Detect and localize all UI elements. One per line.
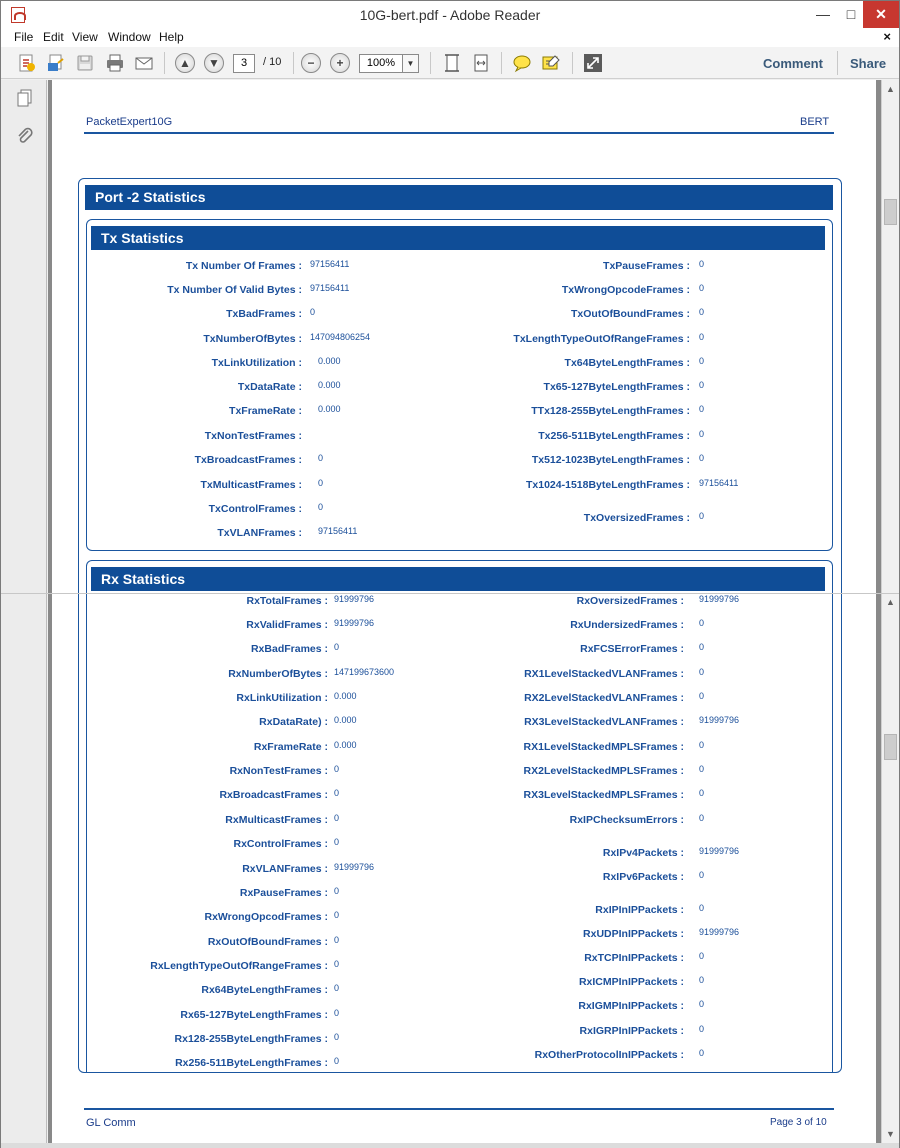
rx-stat-label: RxValidFrames : [246, 619, 328, 631]
rx-stat-value: 0 [334, 764, 340, 774]
tx-stat-value: 0 [310, 307, 316, 317]
rx-stat-row [52, 716, 872, 730]
rx-stat-value: 0 [334, 959, 340, 969]
rx-stat-label: RxMulticastFrames : [225, 814, 328, 826]
tx-stat-label: TxFrameRate : [229, 405, 302, 417]
tx-stat-label: TxDataRate : [237, 381, 302, 393]
rx-stat-label: RX2LevelStackedMPLSFrames : [523, 765, 684, 777]
tx-stat-row [52, 260, 872, 274]
pdf-page [52, 80, 876, 1143]
rx-stat-row [52, 619, 872, 633]
tx-stat-label: TxBroadcastFrames : [194, 454, 302, 466]
rx-stat-label: RxIPv6Packets : [602, 871, 684, 883]
tx-stat-value: 0.000 [318, 380, 341, 390]
page-header-left: PacketExpert10G [86, 116, 173, 128]
rx-stat-label: RxUndersizedFrames : [570, 619, 684, 631]
rx-stat-value: 0 [699, 642, 705, 652]
rx-stat-label: RX2LevelStackedVLANFrames : [524, 692, 684, 704]
rx-stat-label: RxBadFrames : [250, 643, 328, 655]
zoom-in-icon[interactable]: + [330, 53, 350, 73]
rx-stat-label: RxIPChecksumErrors : [569, 814, 684, 826]
rx-statistics-title: Rx Statistics [91, 567, 825, 591]
rx-stat-value: 0 [699, 667, 705, 677]
rx-stat-label: RX3LevelStackedMPLSFrames : [523, 789, 684, 801]
rx-stat-row [52, 1049, 872, 1063]
tx-stat-label: TxNumberOfBytes : [203, 333, 302, 345]
tx-stat-row [52, 333, 872, 347]
tx-stat-value: 0.000 [318, 356, 341, 366]
rx-stat-value: 0 [699, 691, 705, 701]
tx-stat-row [52, 430, 872, 444]
tx-stat-value: 97156411 [310, 259, 350, 269]
maximize-button[interactable]: □ [846, 6, 856, 22]
tx-stat-value: 0 [318, 453, 324, 463]
rx-stat-row [52, 887, 872, 901]
rx-stat-value: 0 [334, 886, 340, 896]
zoom-out-icon[interactable]: − [301, 53, 321, 73]
tx-stat-row [52, 284, 872, 298]
tx-stat-row [52, 479, 872, 493]
tx-stat-value: 0 [699, 332, 705, 342]
rx-stat-label: RxOutOfBoundFrames : [207, 936, 328, 948]
rx-stat-value: 0 [334, 642, 340, 652]
next-page-icon[interactable]: ▼ [204, 53, 224, 73]
rx-stat-label: Rx256-511ByteLengthFrames : [175, 1057, 328, 1069]
rx-stat-label: RX1LevelStackedMPLSFrames : [523, 741, 684, 753]
rx-stat-row [52, 904, 872, 918]
rx-stat-row [52, 789, 872, 803]
rx-stat-value: 91999796 [334, 862, 375, 872]
tx-stat-value: 0 [318, 478, 324, 488]
email-icon[interactable] [134, 53, 154, 73]
rx-stat-label: RxIGMPInIPPackets : [578, 1000, 684, 1012]
toolbar-separator [837, 51, 838, 75]
open-icon[interactable] [46, 53, 66, 73]
vertical-scrollbar-bottom[interactable] [881, 594, 899, 1143]
rx-stat-value: 0 [699, 1024, 705, 1034]
rx-stat-value: 0 [699, 788, 705, 798]
rx-stat-label: RxLengthTypeOutOfRangeFrames : [150, 960, 328, 972]
rx-stat-value: 0 [699, 951, 705, 961]
rx-stat-value: 0 [334, 910, 340, 920]
page-thumbnails-icon[interactable] [15, 88, 35, 108]
rx-stat-row [52, 595, 872, 609]
rx-stat-label: RxOtherProtocolInIPPackets : [534, 1049, 684, 1061]
rx-stat-value: 0 [334, 788, 340, 798]
tx-stat-value: 0 [699, 404, 705, 414]
scroll-thumb[interactable] [884, 734, 897, 760]
scroll-down-arrow[interactable]: ▼ [886, 1129, 895, 1139]
rx-stat-row [52, 692, 872, 706]
tx-stat-label: Tx Number Of Frames : [185, 260, 302, 272]
page-footer-right: Page 3 of 10 [770, 1117, 827, 1128]
minimize-button[interactable]: — [816, 6, 830, 22]
rx-stat-value: 0 [699, 999, 705, 1009]
rx-stat-row [52, 976, 872, 990]
rx-stat-value: 91999796 [699, 715, 740, 725]
rx-stat-value: 0 [334, 935, 340, 945]
create-pdf-icon[interactable] [17, 53, 37, 73]
tx-stat-label: TxOutOfBoundFrames : [570, 308, 690, 320]
menu-bar [1, 29, 899, 47]
rx-stat-label: RxFrameRate : [253, 741, 328, 753]
tx-stat-row [52, 357, 872, 371]
menu-window[interactable]: Window [108, 30, 151, 44]
header-rule [84, 132, 834, 134]
menu-help[interactable]: Help [159, 30, 184, 44]
rx-stat-row [52, 1025, 872, 1039]
tx-stat-value: 97156411 [310, 283, 350, 293]
rx-stat-label: RxTotalFrames : [246, 595, 328, 607]
rx-stat-label: RxOversizedFrames : [576, 595, 684, 607]
zoom-level-input[interactable]: 100% [359, 54, 403, 73]
scroll-up-arrow[interactable]: ▲ [886, 84, 895, 94]
page-total-label: / 10 [263, 56, 282, 68]
tx-stat-value: 0 [318, 502, 324, 512]
tx-stat-value: 0 [699, 307, 705, 317]
tx-stat-label: TxLengthTypeOutOfRangeFrames : [513, 333, 690, 345]
title-bar [1, 1, 899, 29]
tx-stat-value: 147094806254 [310, 332, 371, 342]
document-view[interactable] [48, 80, 881, 1143]
fit-page-icon[interactable] [442, 53, 462, 73]
rx-stat-value: 0.000 [334, 740, 357, 750]
rx-stat-value: 0 [699, 903, 705, 913]
rx-stat-row [52, 952, 872, 966]
tx-stat-label: TxVLANFrames : [217, 527, 302, 539]
tx-stat-label: TxWrongOpcodeFrames : [561, 284, 690, 296]
tx-stat-label: TxControlFrames : [208, 503, 302, 515]
navigation-pane [1, 80, 47, 1143]
fit-width-icon[interactable] [471, 53, 491, 73]
rx-stat-value: 0 [699, 740, 705, 750]
rx-stat-value: 0 [699, 1048, 705, 1058]
tx-stat-row [52, 512, 872, 526]
print-icon[interactable] [105, 53, 125, 73]
rx-stat-label: RX1LevelStackedVLANFrames : [524, 668, 684, 680]
rx-stat-label: RxICMPInIPPackets : [578, 976, 684, 988]
rx-stat-value: 0.000 [334, 715, 357, 725]
rx-stat-label: RxControlFrames : [233, 838, 328, 850]
rx-stat-row [52, 643, 872, 657]
tx-stat-label: TTx128-255ByteLengthFrames : [531, 405, 690, 417]
tx-stat-value: 0 [699, 453, 705, 463]
rx-stat-value: 0 [334, 1008, 340, 1018]
toolbar-separator [501, 52, 502, 74]
rx-stat-row [52, 668, 872, 682]
rx-stat-label: RxDataRate) : [259, 716, 328, 728]
comment-button[interactable]: Comment [763, 56, 823, 71]
rx-stat-row [52, 741, 872, 755]
tx-stat-value: 0 [699, 511, 705, 521]
split-view-divider[interactable] [1, 593, 899, 594]
rx-stat-value: 0 [334, 1056, 340, 1066]
menu-edit[interactable]: Edit [43, 30, 64, 44]
tx-stat-row [52, 405, 872, 419]
rx-stat-row [52, 871, 872, 885]
tx-stat-label: TxNonTestFrames : [204, 430, 302, 442]
toolbar-separator [430, 52, 431, 74]
rx-stat-value: 0 [699, 618, 705, 628]
toolbar-separator [164, 52, 165, 74]
toolbar [1, 47, 899, 79]
rx-stat-label: Rx64ByteLengthFrames : [201, 984, 328, 996]
page-header-right: BERT [800, 116, 830, 128]
rx-stat-row [52, 928, 872, 942]
tx-stat-value: 0 [699, 356, 705, 366]
rx-stat-label: Rx128-255ByteLengthFrames : [174, 1033, 328, 1045]
tx-stat-label: TxPauseFrames : [603, 260, 690, 272]
rx-stat-row [52, 765, 872, 779]
window-title: 10G-bert.pdf - Adobe Reader [359, 7, 541, 23]
tx-stat-label: TxOversizedFrames : [583, 512, 690, 524]
tx-stat-label: Tx512-1023ByteLengthFrames : [531, 454, 690, 466]
tx-stat-label: TxLinkUtilization : [211, 357, 302, 369]
tx-stat-label: Tx Number Of Valid Bytes : [167, 284, 302, 296]
port-statistics-title: Port -2 Statistics [85, 185, 833, 210]
close-document-button[interactable]: × [883, 29, 891, 44]
rx-stat-value: 91999796 [699, 846, 740, 856]
tx-stat-value: 97156411 [699, 478, 739, 488]
sticky-note-icon[interactable] [512, 53, 532, 73]
rx-stat-value: 0 [699, 813, 705, 823]
rx-stat-label: RxPauseFrames : [239, 887, 328, 899]
tx-stat-value: 0 [699, 380, 705, 390]
rx-stat-value: 147199673600 [334, 667, 395, 677]
tx-stat-row [52, 527, 872, 541]
tx-stat-label: Tx256-511ByteLengthFrames : [538, 430, 690, 442]
zoom-dropdown-button[interactable]: ▼ [402, 54, 419, 73]
tx-stat-value: 97156411 [318, 526, 358, 536]
status-strip [1, 1143, 899, 1148]
rx-stat-row [52, 1000, 872, 1014]
close-window-button[interactable]: ✕ [863, 1, 899, 28]
prev-page-icon[interactable]: ▲ [175, 53, 195, 73]
toolbar-separator [293, 52, 294, 74]
rx-stat-value: 91999796 [699, 927, 740, 937]
highlight-icon[interactable] [541, 53, 561, 73]
toolbar-separator [572, 52, 573, 74]
rx-stat-value: 91999796 [334, 594, 375, 604]
rx-stat-value: 0 [699, 764, 705, 774]
tx-statistics-title: Tx Statistics [91, 226, 825, 250]
rx-stat-label: RxIPv4Packets : [602, 847, 684, 859]
fullscreen-icon[interactable] [583, 53, 603, 73]
rx-stat-value: 0 [334, 983, 340, 993]
tx-stat-label: TxBadFrames : [226, 308, 302, 320]
rx-stat-value: 0.000 [334, 691, 357, 701]
rx-stat-label: RxTCPInIPPackets : [584, 952, 684, 964]
share-button[interactable]: Share [850, 56, 887, 71]
rx-stat-value: 91999796 [334, 618, 375, 628]
rx-stat-label: Rx65-127ByteLengthFrames : [180, 1009, 328, 1021]
tx-stat-row [52, 454, 872, 468]
tx-stat-value: 0 [699, 259, 705, 269]
tx-stat-value: 0.000 [318, 404, 341, 414]
scroll-thumb[interactable] [884, 199, 897, 225]
tx-stat-value: 0 [699, 283, 705, 293]
rx-stat-value: 0 [334, 813, 340, 823]
rx-stat-label: RxFCSErrorFrames : [580, 643, 684, 655]
rx-stat-row [52, 847, 872, 861]
menu-file[interactable]: File [14, 30, 34, 44]
rx-stat-label: RX3LevelStackedVLANFrames : [524, 716, 684, 728]
vertical-scrollbar-top[interactable] [881, 80, 899, 593]
rx-stat-label: RxVLANFrames : [242, 863, 328, 875]
save-icon[interactable] [75, 53, 95, 73]
rx-stat-label: RxNumberOfBytes : [228, 668, 328, 680]
rx-stat-row [52, 814, 872, 828]
page-number-input[interactable]: 3 [233, 54, 255, 73]
rx-stat-label: RxIGRPInIPPackets : [579, 1025, 684, 1037]
tx-stat-label: Tx65-127ByteLengthFrames : [543, 381, 690, 393]
menu-view[interactable]: View [72, 30, 98, 44]
tx-stat-label: TxMulticastFrames : [200, 479, 302, 491]
rx-stat-label: RxBroadcastFrames : [219, 789, 328, 801]
tx-stat-value: 0 [699, 429, 705, 439]
tx-stat-row [52, 308, 872, 322]
footer-rule [84, 1108, 834, 1110]
rx-stat-value: 91999796 [699, 594, 740, 604]
rx-stat-label: RxLinkUtilization : [236, 692, 328, 704]
tx-stat-label: Tx64ByteLengthFrames : [564, 357, 690, 369]
tx-stat-row [52, 381, 872, 395]
rx-stat-label: RxUDPInIPPackets : [583, 928, 684, 940]
page-footer-left: GL Comm [86, 1117, 136, 1129]
rx-stat-value: 0 [699, 975, 705, 985]
attachments-icon[interactable] [15, 126, 35, 146]
rx-stat-value: 0 [699, 870, 705, 880]
scroll-up-arrow[interactable]: ▲ [886, 597, 895, 607]
rx-stat-label: RxWrongOpcodFrames : [204, 911, 328, 923]
rx-stat-value: 0 [334, 837, 340, 847]
tx-stat-label: Tx1024-1518ByteLengthFrames : [526, 479, 690, 491]
rx-stat-value: 0 [334, 1032, 340, 1042]
rx-stat-label: RxNonTestFrames : [229, 765, 328, 777]
rx-stat-label: RxIPInIPPackets : [595, 904, 684, 916]
